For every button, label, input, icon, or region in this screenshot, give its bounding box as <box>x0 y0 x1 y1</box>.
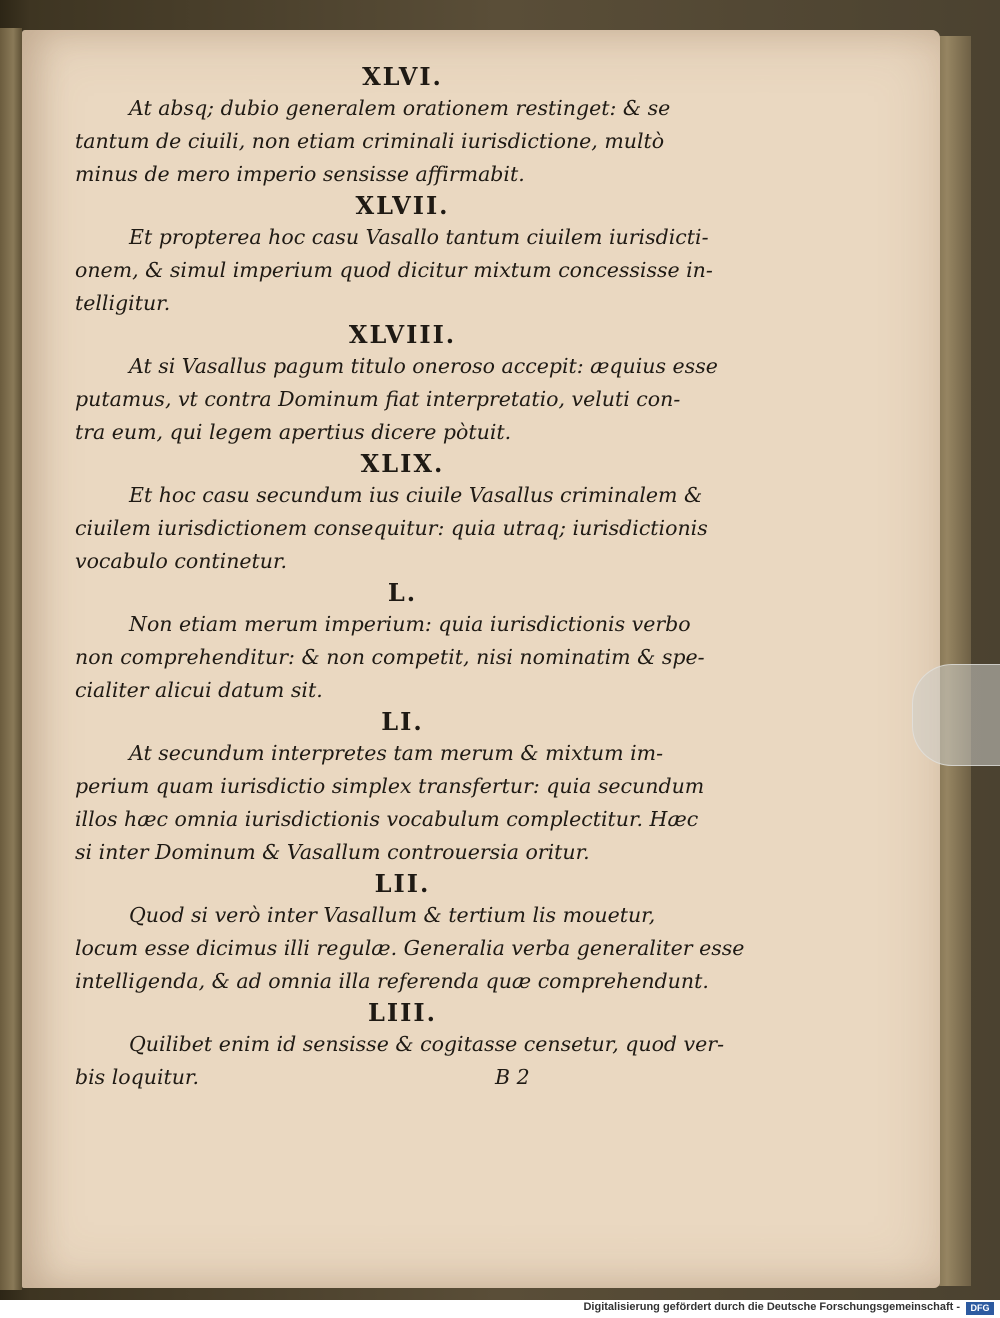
thesis-numeral: L. <box>387 578 418 607</box>
text-line: At secundum interpretes tam merum & mixtum im- <box>129 741 663 765</box>
text-line: Quod si verò inter Vasallum & tertium lis mouetur, <box>129 903 656 927</box>
thesis-numeral: LIII. <box>368 998 437 1027</box>
thesis-numeral: XLVII. <box>355 191 450 220</box>
text-line: telligitur. <box>75 291 171 315</box>
text-line: Quilibet enim id sensisse & cogitasse censetur, quod ver- <box>129 1032 725 1056</box>
dfg-logo: DFG <box>966 1302 994 1315</box>
signature-mark: B 2 <box>495 1065 530 1089</box>
text-line: At absq; dubio generalem orationem restinget: & se <box>129 96 671 120</box>
thesis-paragraph <box>75 1028 725 1094</box>
funding-credit: Digitalisierung gefördert durch die Deutsche Forschungsgemeinschaft - <box>583 1301 960 1313</box>
book-cover-left-edge <box>0 28 22 1290</box>
thesis-numeral: LI. <box>381 707 424 736</box>
thesis-numeral: LII. <box>374 869 431 898</box>
text-line: At si Vasallus pagum titulo oneroso accepit: æquius esse <box>129 354 718 378</box>
text-line: illos hæc omnia iurisdictionis vocabulum complectitur. Hæc <box>75 807 699 831</box>
thesis-numeral: XLIX. <box>360 449 445 478</box>
text-line: si inter Dominum & Vasallum controuersia oritur. <box>75 840 590 864</box>
thesis-paragraph <box>75 350 718 449</box>
text-line: intelligenda, & ad omnia illa referenda quæ comprehendunt. <box>75 969 709 993</box>
text-line: bis loquitur. <box>75 1065 200 1089</box>
page-marker-tab <box>912 664 1000 766</box>
thesis-paragraph <box>75 737 705 869</box>
text-line: cialiter alicui datum sit. <box>75 678 323 702</box>
footer-bar <box>0 1300 1000 1318</box>
thesis-paragraph <box>75 92 695 191</box>
text-line: onem, & simul imperium quod dicitur mixtum concessisse in- <box>75 258 713 282</box>
thesis-paragraph <box>75 479 708 578</box>
text-line: non comprehenditur: & non competit, nisi nominatim & spe- <box>75 645 705 669</box>
text-line: locum esse dicimus illi regulæ. Generalia verba generaliter esse <box>75 936 745 960</box>
thesis-paragraph <box>75 899 745 998</box>
text-line: perium quam iurisdictio simplex transfertur: quia secundum <box>75 774 705 798</box>
text-line: ciuilem iurisdictionem consequitur: quia utraq; iurisdictionis <box>75 516 708 540</box>
thesis-numeral: XLVI. <box>362 62 443 91</box>
text-line: tra eum, qui legem apertius dicere pòtuit. <box>75 420 512 444</box>
text-line: Et hoc casu secundum ius ciuile Vasallus criminalem & <box>129 483 703 507</box>
thesis-paragraph <box>75 608 705 707</box>
last-line-with-signature <box>75 1061 695 1094</box>
thesis-paragraph <box>75 221 713 320</box>
thesis-numeral: XLVIII. <box>348 320 457 349</box>
text-line: Non etiam merum imperium: quia iurisdictionis verbo <box>129 612 691 636</box>
text-line: putamus, vt contra Dominum fiat interpretatio, veluti con- <box>75 387 681 411</box>
text-line: vocabulo continetur. <box>75 549 288 573</box>
text-line: tantum de ciuili, non etiam criminali iurisdictione, multò <box>75 129 665 153</box>
text-line: Et propterea hoc casu Vasallo tantum ciuilem iurisdicti- <box>129 225 709 249</box>
page-text <box>75 62 745 1094</box>
text-line: minus de mero imperio sensisse affirmabit. <box>75 162 525 186</box>
